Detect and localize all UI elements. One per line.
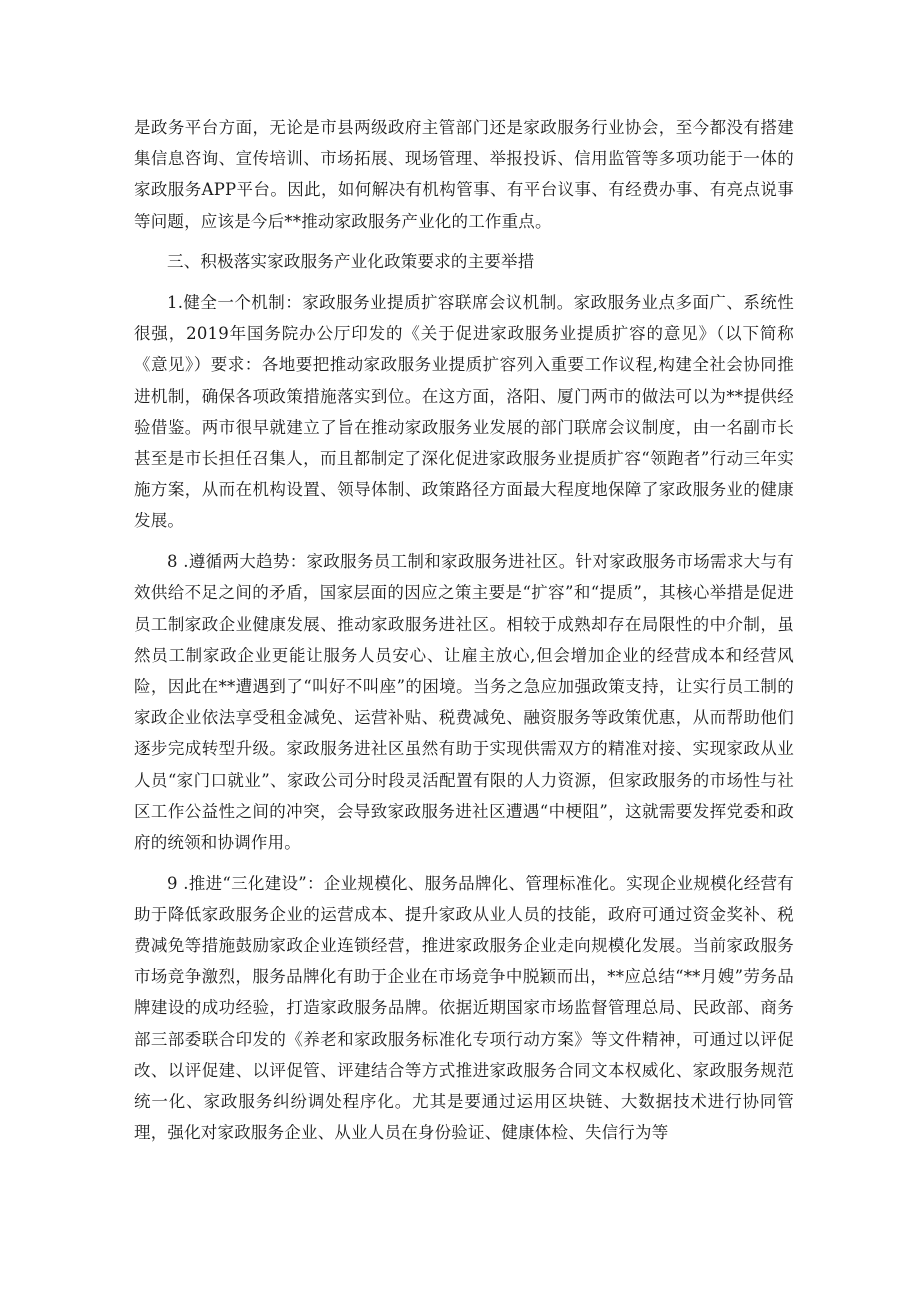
paragraph-measure-1: 1.健全一个机制：家政服务业提质扩容联席会议机制。家政服务业点多面广、系统性很强，2019年国务院办公厅印发的《关于促进家政服务业提质扩容的意见》（以下简称《意见》）要求：各地要把推动家政服务业提质扩容列入重要工作议程,构建全社会协同推进机制，确保各项政策措施落实到位。在这方面，洛阳、厦门两市的做法可以为**提供经验借鉴。两市很早就建立了旨在推动家政服务业发展的部门联席会议制度，由一名副市长甚至是市长担任召集人，而且都制定了深化促进家政服务业提质扩容“领跑者”行动三年实施方案，从而在机构设置、领导体制、政策路径方面最大程度地保障了家政服务业的健康发展。 (134, 293, 794, 531)
paragraph-continuation: 是政务平台方面，无论是市县两级政府主管部门还是家政服务行业协会，至今都没有搭建集信息咨询、宣传培训、市场拓展、现场管理、举报投诉、信用监管等多项功能于一体的家政服务APP平台。因此，如何解决有机构管事、有平台议事、有经费办事、有亮点说事等问题，应该是今后**推动家政服务产业化的工作重点。 (134, 118, 794, 231)
paragraph-measure-8: 8 .遵循两大趋势：家政服务员工制和家政服务进社区。针对家政服务市场需求大与有效供给不足之间的矛盾，国家层面的因应之策主要是“扩容”和“提质”，其核心举措是促进员工制家政企业健康发展、推动家政服务进社区。相较于成熟却存在局限性的中介制，虽然员工制家政企业更能让服务人员安心、让雇主放心,但会增加企业的经营成本和经营风险，因此在**遭遇到了“叫好不叫座”的困境。当务之急应加强政策支持，让实行员工制的家政企业依法享受租金减免、运营补贴、税费减免、融资服务等政策优惠，从而帮助他们逐步完成转型升级。家政服务进社区虽然有助于实现供需双方的精准对接、实现家政从业人员“家门口就业”、家政公司分时段灵活配置有限的人力资源，但家政服务的市场性与社区工作公益性之间的冲突，会导致家政服务进社区遭遇“中梗阻”，这就需要发挥党委和政府的统领和协调作用。 (134, 552, 794, 852)
paragraph-measure-9: 9 .推进“三化建设”：企业规模化、服务品牌化、管理标准化。实现企业规模化经营有助于降低家政服务企业的运营成本、提升家政从业人员的技能，政府可通过资金奖补、税费减免等措施鼓励家政企业连锁经营，推进家政服务企业走向规模化发展。当前家政服务市场竞争激烈，服务品牌化有助于企业在市场竞争中脱颖而出，**应总结“**月嫂”劳务品牌建设的成功经验，打造家政服务品牌。依据近期国家市场监督管理总局、民政部、商务部三部委联合印发的《养老和家政服务标准化专项行动方案》等文件精神，可通过以评促改、以评促建、以评促管、评建结合等方式推进家政服务合同文本权威化、家政服务规范统一化、家政服务纠纷调处程序化。尤其是要通过运用区块链、大数据技术进行协同管理，强化对家政服务企业、从业人员在身份验证、健康体检、失信行为等 (134, 873, 794, 1143)
document-body (134, 112, 794, 1158)
section-heading: 三、积极落实家政服务产业化政策要求的主要举措 (167, 252, 535, 272)
